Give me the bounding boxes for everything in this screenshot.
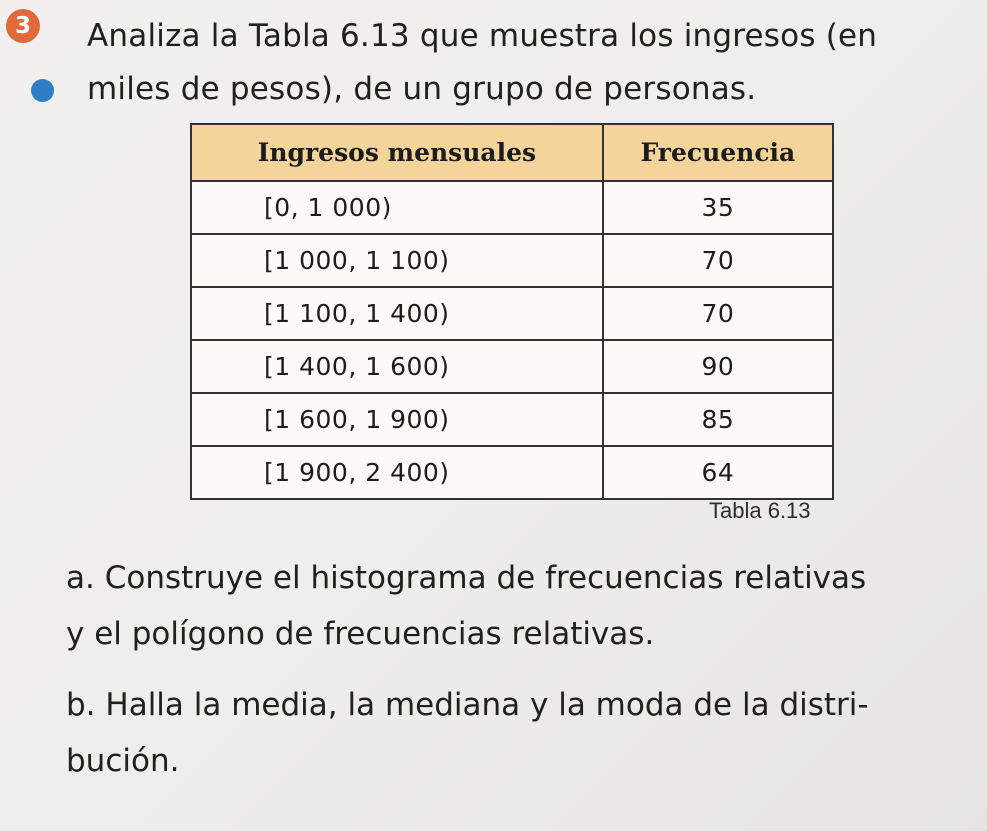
income-range-cell: [1 100, 1 400) bbox=[191, 287, 603, 340]
header-income: Ingresos mensuales bbox=[191, 124, 603, 181]
table-row bbox=[191, 393, 833, 446]
table-header-row bbox=[191, 124, 833, 181]
question-b bbox=[66, 677, 869, 789]
intro-line-1: Analiza la Tabla 6.13 que muestra los ingresos (en bbox=[87, 18, 878, 54]
income-range-cell: [1 000, 1 100) bbox=[191, 234, 603, 287]
question-a bbox=[66, 550, 866, 662]
header-frequency: Frecuencia bbox=[603, 124, 833, 181]
frequency-cell: 70 bbox=[603, 234, 833, 287]
exercise-intro bbox=[87, 10, 877, 116]
frequency-cell: 85 bbox=[603, 393, 833, 446]
table-row bbox=[191, 234, 833, 287]
question-a-line-2: y el polígono de frecuencias relativas. bbox=[66, 616, 655, 652]
income-range-cell: [1 400, 1 600) bbox=[191, 340, 603, 393]
table-row bbox=[191, 340, 833, 393]
frequency-cell: 64 bbox=[603, 446, 833, 499]
frequency-cell: 70 bbox=[603, 287, 833, 340]
income-range-cell: [1 600, 1 900) bbox=[191, 393, 603, 446]
question-a-line-1: a. Construye el histograma de frecuencias relativas bbox=[66, 560, 867, 596]
income-range-cell: [1 900, 2 400) bbox=[191, 446, 603, 499]
table-row bbox=[191, 181, 833, 234]
difficulty-dot-icon bbox=[31, 79, 54, 102]
question-b-line-1: b. Halla la media, la mediana y la moda de la distri- bbox=[66, 687, 869, 723]
income-table-container bbox=[190, 123, 834, 500]
intro-line-2: miles de pesos), de un grupo de personas. bbox=[87, 71, 757, 107]
table-row bbox=[191, 287, 833, 340]
exercise-number-badge: 3 bbox=[6, 9, 40, 43]
table-caption: Tabla 6.13 bbox=[709, 498, 811, 523]
frequency-cell: 35 bbox=[603, 181, 833, 234]
frequency-cell: 90 bbox=[603, 340, 833, 393]
table-row bbox=[191, 446, 833, 499]
question-b-line-2: bución. bbox=[66, 743, 180, 779]
income-frequency-table bbox=[190, 123, 834, 500]
income-range-cell: [0, 1 000) bbox=[191, 181, 603, 234]
